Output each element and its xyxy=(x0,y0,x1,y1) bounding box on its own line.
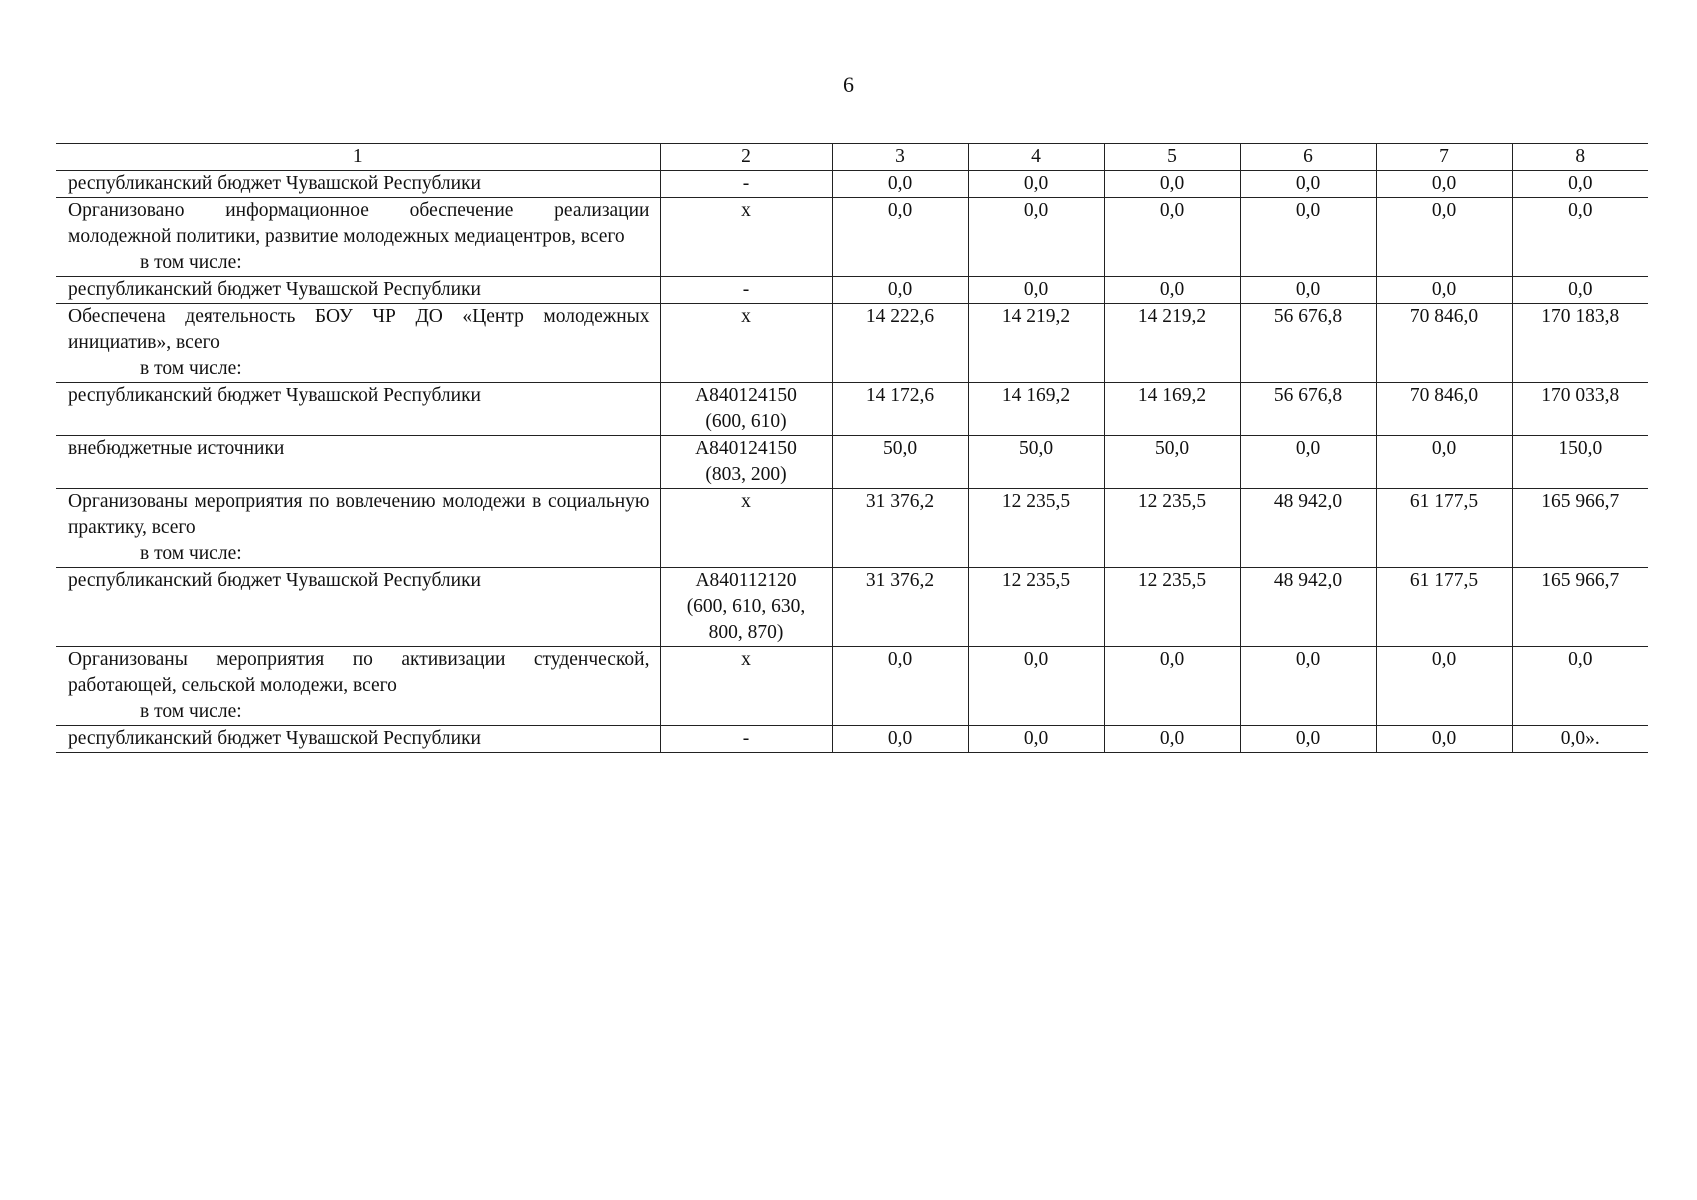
value-cell: 0,0 xyxy=(1376,198,1512,277)
row-label-cell xyxy=(56,726,660,753)
value-cell: 14 169,2 xyxy=(968,383,1104,436)
column-header: 6 xyxy=(1240,144,1376,171)
budget-code: - xyxy=(742,173,750,194)
budget-code-cell xyxy=(660,436,832,489)
table-row xyxy=(56,383,1648,436)
column-header: 2 xyxy=(660,144,832,171)
value-cell: 0,0 xyxy=(1376,436,1512,489)
row-label: внебюджетные источники xyxy=(68,438,285,459)
value-cell: 0,0». xyxy=(1512,726,1648,753)
budget-code-cell xyxy=(660,489,832,568)
value-cell: 0,0 xyxy=(1104,277,1240,304)
value-cell: 0,0 xyxy=(1240,647,1376,726)
value-cell: 61 177,5 xyxy=(1376,489,1512,568)
budget-code: х xyxy=(741,200,751,221)
value-cell: 0,0 xyxy=(1240,436,1376,489)
budget-code: х xyxy=(741,306,751,327)
budget-code: (600, 610, 630, xyxy=(686,596,806,617)
table-row xyxy=(56,726,1648,753)
value-cell: 0,0 xyxy=(1512,647,1648,726)
budget-code-cell xyxy=(660,277,832,304)
budget-code: х xyxy=(741,649,751,670)
value-cell: 0,0 xyxy=(968,726,1104,753)
value-cell: 0,0 xyxy=(832,647,968,726)
column-header: 3 xyxy=(832,144,968,171)
row-label-cell xyxy=(56,198,660,277)
value-cell: 0,0 xyxy=(1376,171,1512,198)
value-cell: 0,0 xyxy=(968,198,1104,277)
value-cell: 165 966,7 xyxy=(1512,568,1648,647)
table-row xyxy=(56,568,1648,647)
value-cell: 0,0 xyxy=(1376,277,1512,304)
table-row xyxy=(56,198,1648,277)
row-label: республиканский бюджет Чувашской Республики xyxy=(68,279,481,300)
table-row xyxy=(56,277,1648,304)
column-header: 1 xyxy=(56,144,660,171)
value-cell: 0,0 xyxy=(832,277,968,304)
value-cell: 0,0 xyxy=(1240,277,1376,304)
value-cell: 70 846,0 xyxy=(1376,304,1512,383)
row-label: Организованы мероприятия по активизации студенческой, работающей, сельской молодежи, всего xyxy=(68,649,650,696)
budget-table xyxy=(56,143,1648,753)
value-cell: 14 172,6 xyxy=(832,383,968,436)
budget-code-cell xyxy=(660,304,832,383)
value-cell: 12 235,5 xyxy=(1104,568,1240,647)
value-cell: 0,0 xyxy=(968,647,1104,726)
value-cell: 170 033,8 xyxy=(1512,383,1648,436)
value-cell: 0,0 xyxy=(832,171,968,198)
value-cell: 0,0 xyxy=(1512,277,1648,304)
row-label: республиканский бюджет Чувашской Республики xyxy=(68,173,481,194)
value-cell: 14 219,2 xyxy=(968,304,1104,383)
value-cell: 12 235,5 xyxy=(968,568,1104,647)
value-cell: 0,0 xyxy=(832,726,968,753)
row-label: Организовано информационное обеспечение реализации молодежной политики, развитие молодежных медиацентров, всего xyxy=(68,200,650,247)
table-row xyxy=(56,489,1648,568)
value-cell: 0,0 xyxy=(1240,726,1376,753)
value-cell: 0,0 xyxy=(1104,171,1240,198)
table-row xyxy=(56,304,1648,383)
value-cell: 56 676,8 xyxy=(1240,383,1376,436)
budget-code-cell xyxy=(660,568,832,647)
value-cell: 0,0 xyxy=(1512,198,1648,277)
row-label: Организованы мероприятия по вовлечению молодежи в социальную практику, всего xyxy=(68,491,650,538)
row-label-cell xyxy=(56,436,660,489)
value-cell: 70 846,0 xyxy=(1376,383,1512,436)
value-cell: 0,0 xyxy=(1376,647,1512,726)
row-sublabel: в том числе: xyxy=(140,358,242,379)
row-label-cell xyxy=(56,647,660,726)
table-row xyxy=(56,436,1648,489)
column-header: 7 xyxy=(1376,144,1512,171)
value-cell: 14 169,2 xyxy=(1104,383,1240,436)
page-number: 6 xyxy=(843,72,854,97)
value-cell: 0,0 xyxy=(832,198,968,277)
value-cell: 165 966,7 xyxy=(1512,489,1648,568)
row-label-cell xyxy=(56,171,660,198)
row-label: республиканский бюджет Чувашской Республики xyxy=(68,728,481,749)
column-header: 5 xyxy=(1104,144,1240,171)
value-cell: 31 376,2 xyxy=(832,489,968,568)
value-cell: 50,0 xyxy=(1104,436,1240,489)
value-cell: 50,0 xyxy=(832,436,968,489)
table-row xyxy=(56,171,1648,198)
value-cell: 0,0 xyxy=(1240,198,1376,277)
row-sublabel: в том числе: xyxy=(140,252,242,273)
budget-code-cell xyxy=(660,647,832,726)
value-cell: 0,0 xyxy=(968,171,1104,198)
budget-code: (600, 610) xyxy=(705,411,787,432)
row-sublabel: в том числе: xyxy=(140,701,242,722)
value-cell: 14 222,6 xyxy=(832,304,968,383)
value-cell: 31 376,2 xyxy=(832,568,968,647)
budget-code: А840124150 xyxy=(695,438,797,459)
budget-code-cell xyxy=(660,171,832,198)
row-label-cell xyxy=(56,304,660,383)
budget-code: х xyxy=(741,491,751,512)
budget-code: А840124150 xyxy=(695,385,797,406)
budget-code-cell xyxy=(660,383,832,436)
row-label-cell xyxy=(56,383,660,436)
value-cell: 48 942,0 xyxy=(1240,568,1376,647)
row-sublabel: в том числе: xyxy=(140,543,242,564)
table-row xyxy=(56,647,1648,726)
value-cell: 0,0 xyxy=(1104,726,1240,753)
value-cell: 12 235,5 xyxy=(1104,489,1240,568)
row-label: Обеспечена деятельность БОУ ЧР ДО «Центр молодежных инициатив», всего xyxy=(68,306,650,353)
budget-code: А840112120 xyxy=(695,570,797,591)
value-cell: 12 235,5 xyxy=(968,489,1104,568)
row-label: республиканский бюджет Чувашской Республики xyxy=(68,385,481,406)
budget-code: (803, 200) xyxy=(705,464,787,485)
value-cell: 170 183,8 xyxy=(1512,304,1648,383)
value-cell: 150,0 xyxy=(1512,436,1648,489)
value-cell: 56 676,8 xyxy=(1240,304,1376,383)
value-cell: 61 177,5 xyxy=(1376,568,1512,647)
value-cell: 14 219,2 xyxy=(1104,304,1240,383)
value-cell: 0,0 xyxy=(1104,198,1240,277)
row-label-cell xyxy=(56,568,660,647)
budget-code-cell xyxy=(660,726,832,753)
budget-code: 800, 870) xyxy=(708,622,784,643)
column-header: 4 xyxy=(968,144,1104,171)
value-cell: 0,0 xyxy=(1376,726,1512,753)
budget-code: - xyxy=(742,728,750,749)
table-header-row xyxy=(56,144,1648,171)
value-cell: 0,0 xyxy=(1104,647,1240,726)
column-header: 8 xyxy=(1512,144,1648,171)
value-cell: 0,0 xyxy=(1240,171,1376,198)
table-body xyxy=(56,171,1648,753)
row-label-cell xyxy=(56,277,660,304)
row-label: республиканский бюджет Чувашской Республики xyxy=(68,570,481,591)
value-cell: 0,0 xyxy=(968,277,1104,304)
value-cell: 50,0 xyxy=(968,436,1104,489)
value-cell: 0,0 xyxy=(1512,171,1648,198)
budget-code: - xyxy=(742,279,750,300)
row-label-cell xyxy=(56,489,660,568)
value-cell: 48 942,0 xyxy=(1240,489,1376,568)
budget-code-cell xyxy=(660,198,832,277)
